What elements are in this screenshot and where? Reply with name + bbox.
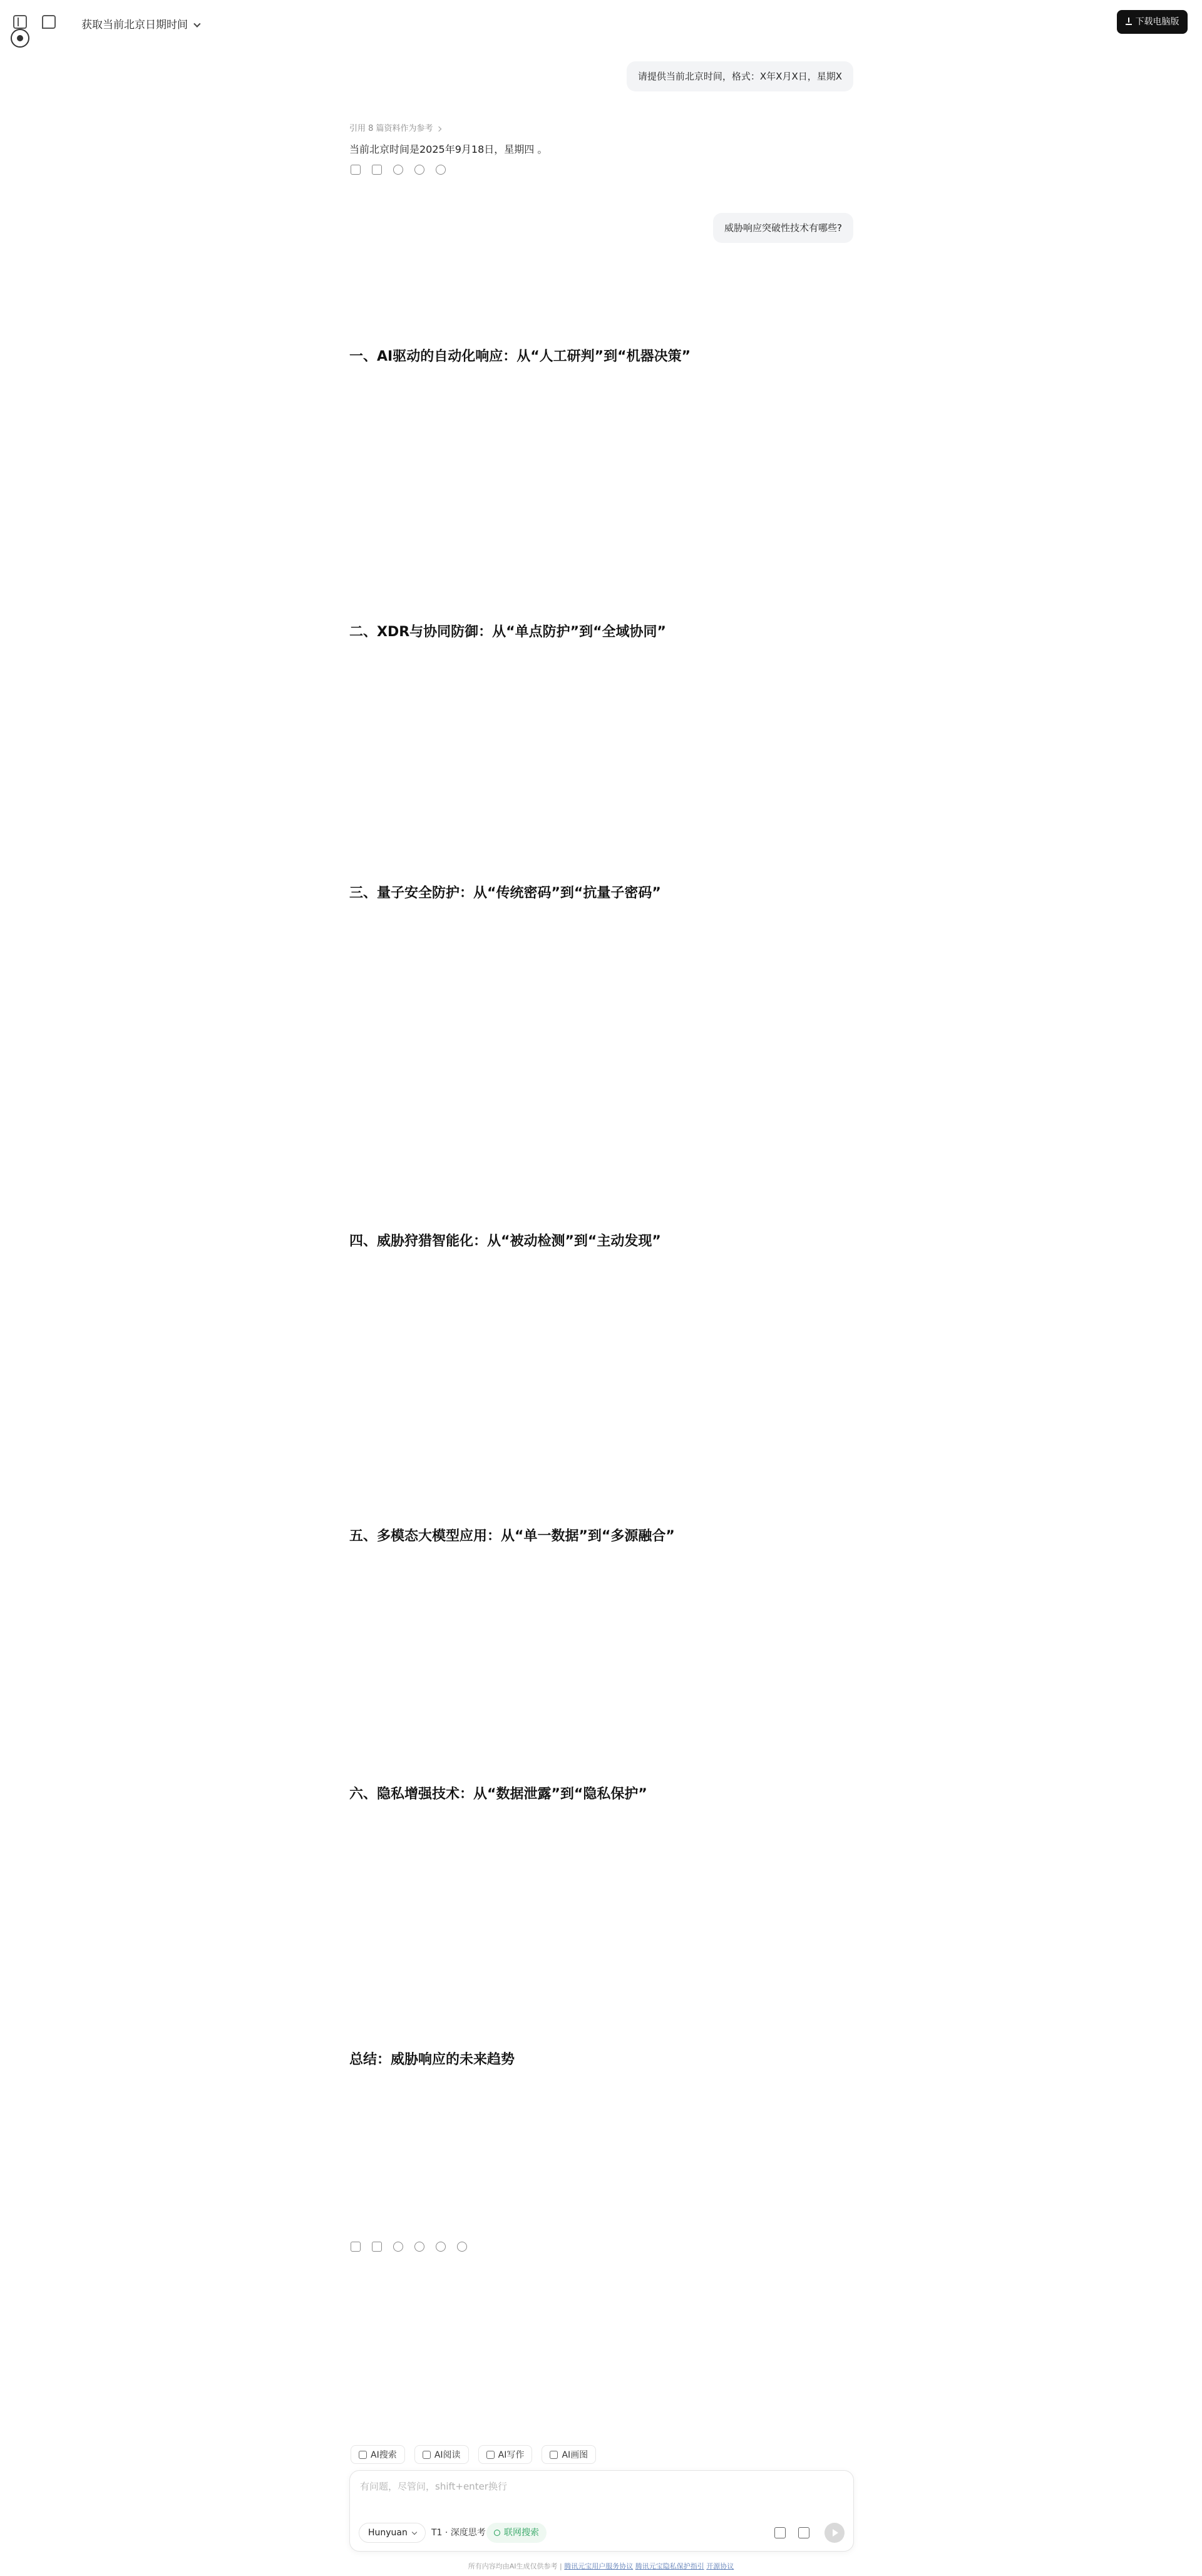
regenerate-icon[interactable]: [436, 165, 446, 175]
model-selector[interactable]: Hunyuan: [359, 2523, 426, 2543]
footer-disclaimer: 所有内容均由AI生成仅供参考 | 腾讯元宝用户服务协议 腾讯元宝隐私保护指引 开源协议: [468, 2562, 734, 2570]
section-heading: 五、多模态大模型应用：从“单一数据”到“多源融合”: [349, 1528, 675, 1544]
chevron-down-icon: [193, 21, 200, 28]
footer-link[interactable]: 腾讯元宝隐私保护指引: [635, 2562, 704, 2570]
thumbs-down-icon[interactable]: [414, 165, 424, 175]
web-search-toggle[interactable]: 联网搜索: [486, 2523, 547, 2543]
book-icon: [423, 2451, 431, 2459]
thumbs-down-icon[interactable]: [414, 2242, 424, 2252]
footer-link[interactable]: 开源协议: [706, 2562, 734, 2570]
tool-ai-draw[interactable]: AI画图: [542, 2445, 596, 2464]
more-icon[interactable]: [457, 2242, 467, 2252]
message-input[interactable]: [360, 2480, 842, 2505]
sidebar-toggle-icon[interactable]: [13, 15, 27, 29]
section-heading: 一、AI驱动的自动化响应：从“人工研判”到“机器决策”: [349, 349, 691, 364]
tool-ai-search[interactable]: AI搜索: [351, 2445, 405, 2464]
bottom-tool-bar: [351, 2445, 602, 2464]
footer-link[interactable]: 腾讯元宝用户服务协议: [564, 2562, 634, 2570]
globe-icon: [494, 2530, 500, 2536]
copy-icon[interactable]: [351, 2242, 361, 2252]
pen-icon: [486, 2451, 495, 2459]
user-message: 威胁响应突破性技术有哪些?: [713, 213, 853, 243]
section-heading: 六、隐私增强技术：从“数据泄露”到“隐私保护”: [349, 1786, 647, 1802]
search-icon: [359, 2451, 367, 2459]
section-heading: 四、威胁狩猎智能化：从“被动检测”到“主动发现”: [349, 1234, 661, 1249]
tool-ai-write[interactable]: AI写作: [478, 2445, 533, 2464]
section-heading: 三、量子安全防护：从“传统密码”到“抗量子密码”: [349, 885, 661, 901]
message-actions: [351, 165, 457, 177]
regenerate-icon[interactable]: [436, 2242, 446, 2252]
download-icon: [1126, 18, 1132, 25]
upload-file-icon[interactable]: [774, 2527, 786, 2538]
section-heading: 总结：威胁响应的未来趋势: [349, 2052, 515, 2068]
section-heading: 二、XDR与协同防御：从“单点防护”到“全域协同”: [349, 624, 667, 640]
reference-sources[interactable]: 引用 8 篇资料作为参考: [349, 121, 441, 133]
upload-image-icon[interactable]: [798, 2527, 809, 2538]
image-icon: [550, 2451, 558, 2459]
chevron-right-icon: [436, 126, 441, 131]
app-logo[interactable]: [11, 29, 29, 48]
user-message: 请提供当前北京时间，格式：X年X月X日，星期X: [627, 61, 853, 91]
share-icon[interactable]: [372, 2242, 382, 2252]
download-desktop-button[interactable]: 下载电脑版: [1117, 10, 1188, 34]
top-bar: [0, 0, 1202, 45]
chevron-down-icon: [412, 2530, 417, 2535]
deep-think-toggle[interactable]: T1 · 深度思考: [431, 2528, 486, 2538]
chat-composer: [349, 2470, 854, 2552]
tool-ai-read[interactable]: AI阅读: [414, 2445, 469, 2464]
share-icon[interactable]: [372, 165, 382, 175]
message-actions: [351, 2242, 478, 2254]
conversation-title[interactable]: 获取当前北京日期时间: [81, 16, 198, 31]
copy-icon[interactable]: [351, 165, 361, 175]
thumbs-up-icon[interactable]: [393, 165, 403, 175]
new-chat-icon[interactable]: [42, 15, 56, 29]
thumbs-up-icon[interactable]: [393, 2242, 403, 2252]
send-button[interactable]: [824, 2523, 845, 2543]
assistant-answer: 当前北京时间是2025年9月18日，星期四 。: [349, 143, 548, 155]
